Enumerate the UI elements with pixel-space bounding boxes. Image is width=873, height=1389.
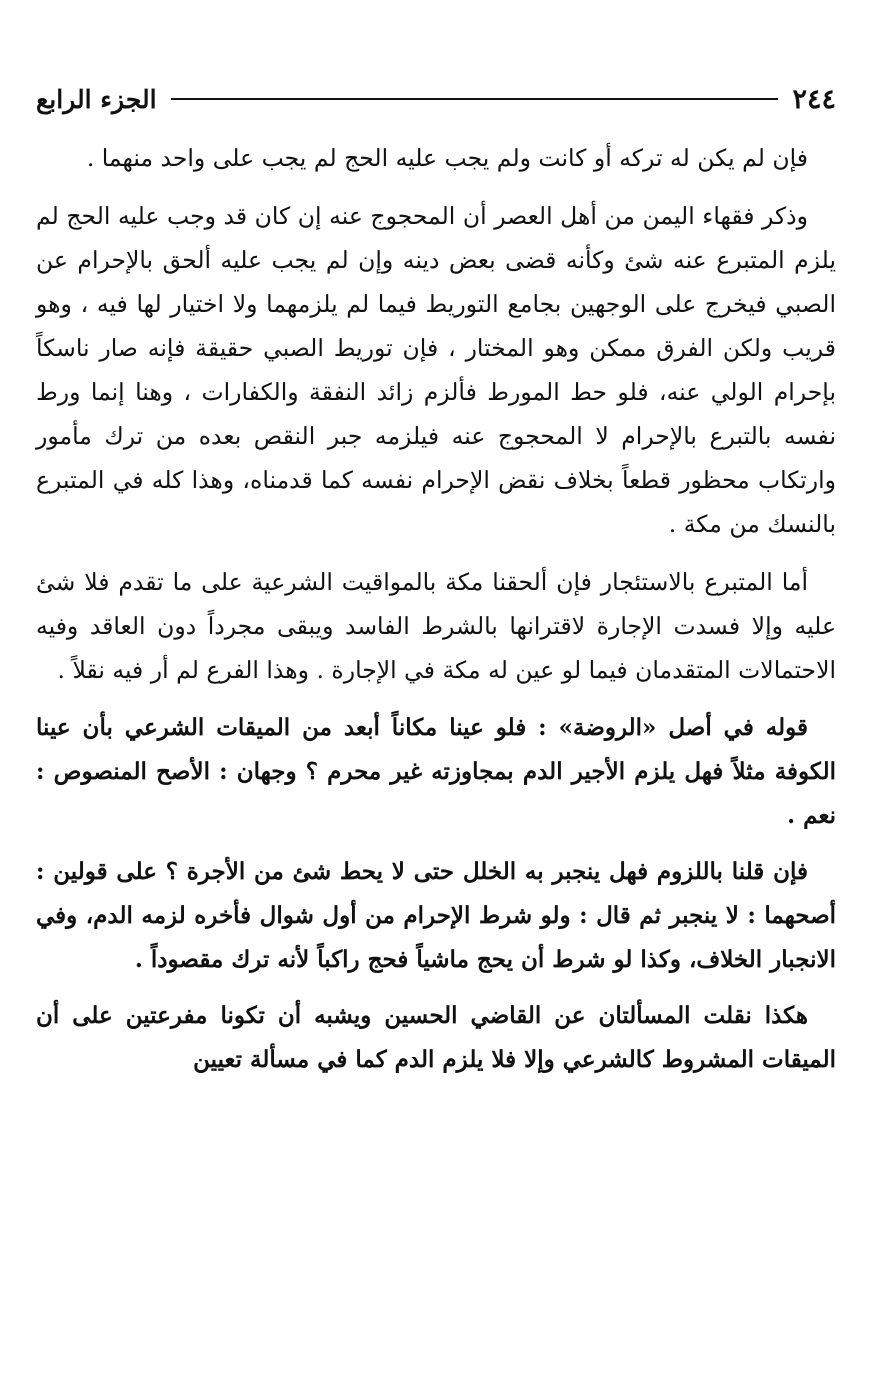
- page-header: [36, 78, 836, 120]
- text-body: [36, 136, 836, 1094]
- paragraph-2: وذكر فقهاء اليمن من أهل العصر أن المحجوج عنه إن كان قد وجب عليه الحج لم يلزم المتبرع عنه شئ وكأنه قضى بعض دينه وإن لم يجب عليه ألحق بالإحرام عن الصبي فيخرج على الوجهين بجامع التوريط فيما لم يلزمهما ولا اختيار لها فيه ، وهو قريب ولكن الفرق ممكن وهو المختار ، فإن توريط الصبي حقيقة فإنه صار ناسكاً بإحرام الولي عنه، فلو حط المورط فألزم زائد النفقة والكفارات ، وهنا إنما ورط نفسه بالتبرع بالإحرام لا المحجوج عنه فيلزمه جبر النقص بعده من ترك مأمور وارتكاب محظور قطعاً بخلاف نقض الإحرام نفسه كما قدمناه، وهذا كله في المتبرع بالنسك من مكة .: [36, 202, 836, 538]
- paragraph-1: فإن لم يكن له تركه أو كانت ولم يجب عليه الحج لم يجب على واحد منهما .: [86, 144, 808, 172]
- paragraph-3: أما المتبرع بالاستئجار فإن ألحقنا مكة بالمواقيت الشرعية على ما تقدم فلا شئ عليه وإلا فسدت الإجارة لاقترانها بالشرط الفاسد ويبقى مجرداً دون العاقد وفيه الاحتمالات المتقدمان فيما لو عين له مكة في الإجارة . وهذا الفرع لم أر فيه نقلاً .: [36, 568, 836, 684]
- paragraph-5: فإن قلنا باللزوم فهل ينجبر به الخلل حتى لا يحط شئ من الأجرة ؟ على قولين : أصحهما : لا ينجبر ثم قال : ولو شرط الإحرام من أول شوال فأخره لزمه الدم، وفي الانجبار الخلاف، وكذا لو شرط أن يحج ماشياً فحج راكباً لأنه ترك مقصوداً .: [36, 858, 836, 973]
- header-rule: [171, 98, 779, 100]
- paragraph-4: قوله في أصل «الروضة» : فلو عينا مكاناً أبعد من الميقات الشرعي بأن عينا الكوفة مثلاً فهل يلزم الأجير الدم بمجاوزته غير محرم ؟ وجهان : الأصح المنصوص : نعم .: [36, 714, 836, 829]
- paragraph-6: هكذا نقلت المسألتان عن القاضي الحسين ويشبه أن تكونا مفرعتين على أن الميقات المشروط كالشرعي وإلا فلا يلزم الدم كما في مسألة تعيين: [36, 1002, 836, 1073]
- running-title: الجزء الرابع: [36, 84, 157, 114]
- page-number: ٢٤٤: [792, 83, 836, 115]
